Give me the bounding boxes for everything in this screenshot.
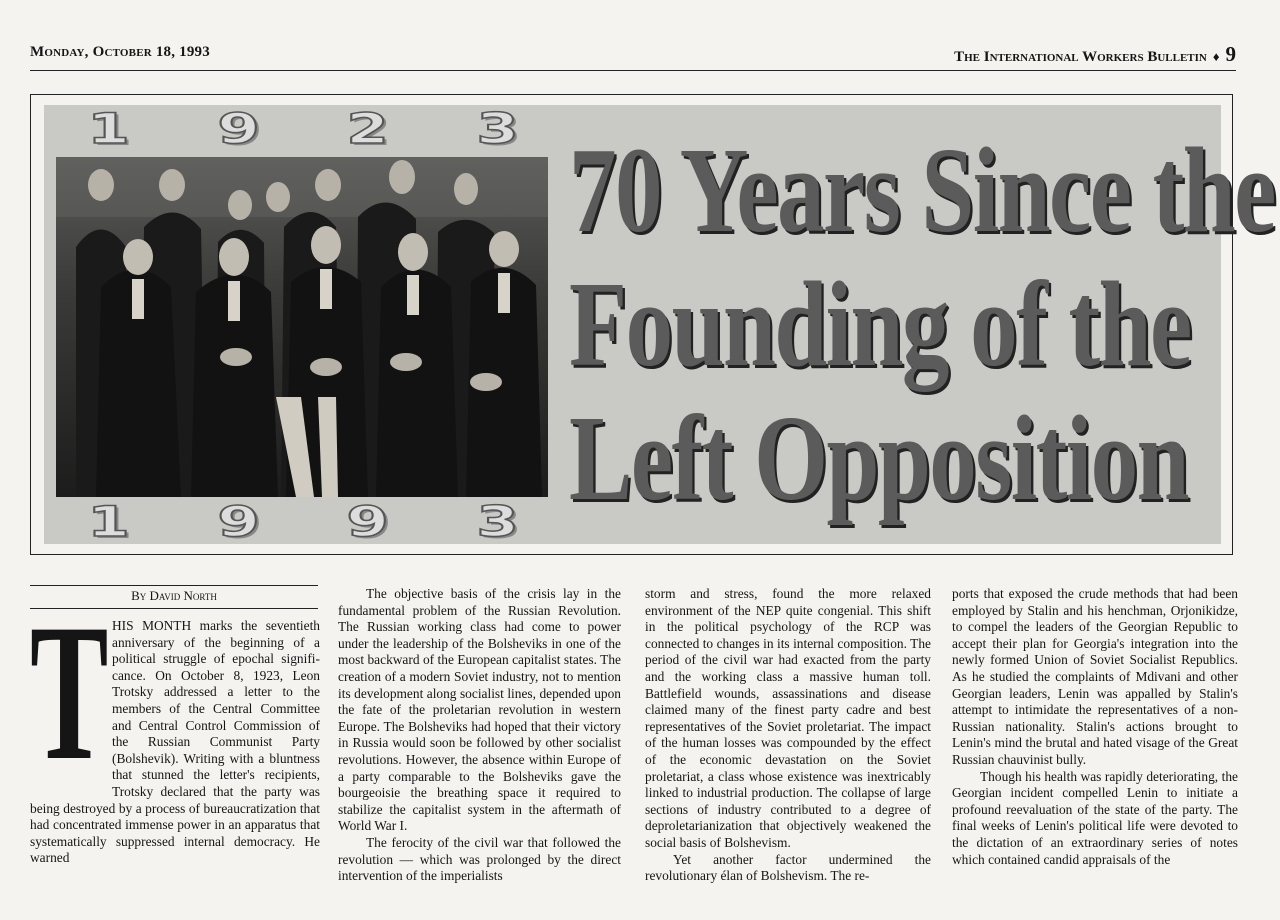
year-digit: 9 [346, 496, 389, 546]
article-paragraph: storm and stress, found the more relaxed environment of the NEP quite congenial. This shift in the political psychology of the RCP was connected to changes in its internal composition. The period of the civil war had exacted from the party and the working class a massive human toll. Battlefield wounds, assassinations and disease claimed many of the finest party cadre and best representatives of the Soviet proletariat. The impact of the human losses was compounded by the effect of the economic devastation on the Soviet proletariat, a class whose existence was inextricably linked to industrial production. The collapse of large sections of industry contributed to a degree of deproletarianization that objectively weakened the social basis of Bolshevism. [645, 586, 931, 850]
article-column-3 [645, 586, 931, 885]
headline-line: Founding of the [569, 256, 1191, 392]
byline: By David North [131, 588, 217, 603]
article-paragraph: HIS MONTH marks the seventieth anniversary of the beginning of a political struggle of epochal significance. On October 8, 1923, Leon Trotsky addressed a letter to the members of the Central Committee and Central Control Commission of the Russian Communist Party (Bolshevik). Writing with a bluntness that stunned the letter's recipients, Trotsky declared that the party was being destroyed by a process of bureaucratization that had concentrated immense power in an apparatus that systematically suppressed internal democracy. He warned [30, 618, 320, 866]
year-digit: 3 [476, 496, 519, 546]
year-1923 [44, 105, 562, 151]
issue-date: Monday, October 18, 1993 [30, 44, 210, 60]
masthead [954, 42, 1236, 67]
page-number: 9 [1225, 42, 1236, 66]
publication-name: The International Workers Bulletin [954, 49, 1207, 65]
year-digit: 1 [87, 103, 130, 153]
year-digit: 9 [217, 103, 260, 153]
drop-cap: T [30, 584, 109, 801]
article-paragraph: The objective basis of the crisis lay in the fundamental problem of the Russian Revolution. The Russian working class had come to power under the leadership of the Bolsheviks in one of the most backward of the European capitalist states. The creation of a modern Soviet industry, not to mention its development along socialist lines, depended upon the fate of the proletarian revolution in western Europe. The Bolsheviks had hoped that their victory in Russia would soon be followed by other socialist revolutions. However, the absence within Europe of a party comparable to the Bolsheviks gave the bourgeoisie the breathing space it required to stabilize the capitalist system in the aftermath of World War I. [338, 586, 621, 834]
article-paragraph: ports that exposed the crude methods that had been employed by Stalin and his henchman, Orjonikidze, to compel the leaders of the Georgian Republic to accept their plan for Georgia's integration into the newly formed Union of Soviet Socialist Republics. As he studied the complaints of Mdivani and other Georgian leaders, Lenin was appalled by Stalin's attempt to intimidate the representatives of a non-Russian nationality. Stalin's actions brought to Lenin's mind the brutal and hated visage of the Great Russian chauvinist bully. [952, 586, 1238, 767]
page-header [30, 42, 1236, 71]
article-headline [569, 105, 1275, 544]
article-paragraph: The ferocity of the civil war that followed the revolution — which was prolonged by the direct intervention of the imperialists [338, 834, 621, 884]
diamond-icon: ♦ [1212, 49, 1220, 64]
article-paragraph: Though his health was rapidly deteriorating, the Georgian incident compelled Lenin to initiate a profound reevaluation of the state of the party. The final weeks of Lenin's political life were devoted to the dictation of an extraordinary series of notes which contained candid appraisals of the [952, 768, 1238, 867]
year-digit: 9 [217, 496, 260, 546]
year-1993 [44, 498, 562, 544]
article-column-2 [338, 586, 621, 885]
headline-line: 70 Years Since the [569, 122, 1275, 258]
group-portrait-photo-icon [56, 157, 548, 497]
year-digit: 2 [346, 103, 389, 153]
article-paragraph: Yet another factor undermined the revolutionary élan of Bolshevism. The re- [645, 851, 931, 884]
year-digit: 3 [476, 103, 519, 153]
article-banner [30, 94, 1275, 555]
headline-line: Left Opposition [569, 390, 1189, 526]
group-portrait-photo [56, 157, 548, 497]
article-column-4 [952, 586, 1238, 868]
year-digit: 1 [87, 496, 130, 546]
banner-panel [44, 103, 1275, 546]
